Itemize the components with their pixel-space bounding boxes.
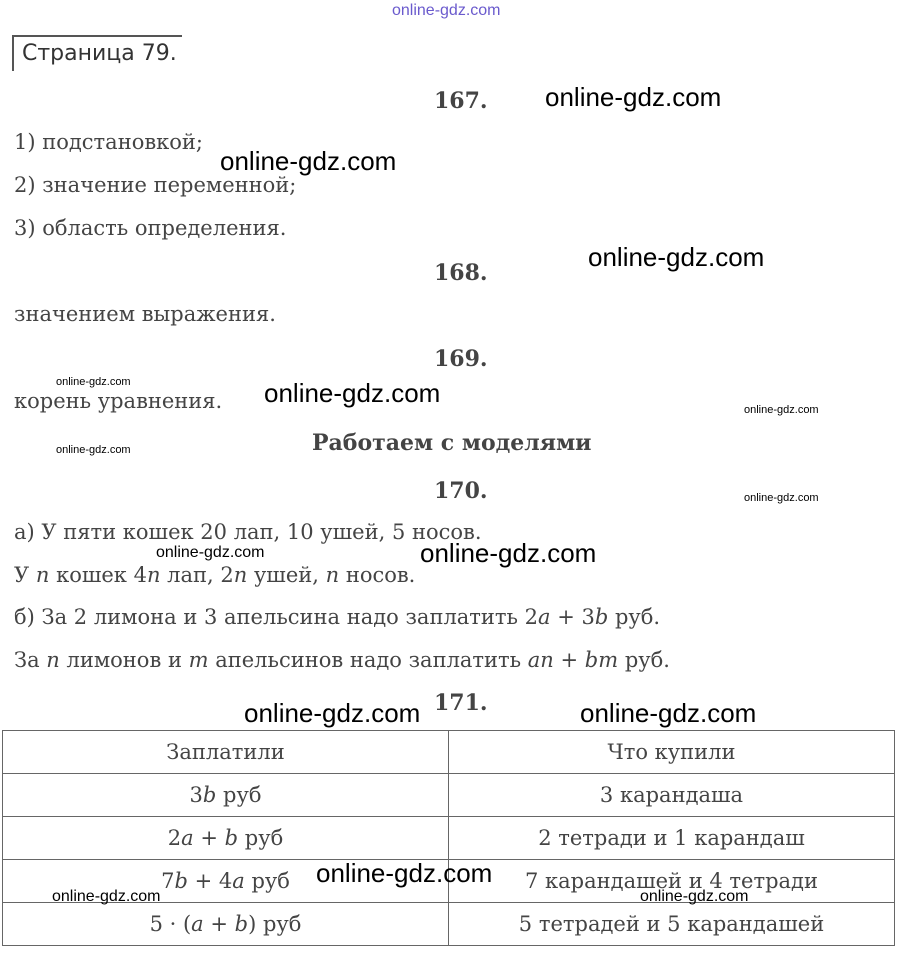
answer-line: За n лимонов и m апельсинов надо заплатить an + bm руб. bbox=[14, 648, 670, 672]
paid-cell: 3b руб bbox=[3, 774, 449, 817]
table-row bbox=[3, 817, 895, 860]
answer-line: а) У пяти кошек 20 лап, 10 ушей, 5 носов. bbox=[14, 520, 482, 544]
watermark-top: online-gdz.com bbox=[392, 2, 501, 19]
watermark-small: online-gdz.com bbox=[640, 888, 749, 905]
exercise-number-168: 168. bbox=[434, 260, 488, 286]
answer-line: У n кошек 4n лап, 2n ушей, n носов. bbox=[14, 563, 416, 587]
watermark-small: online-gdz.com bbox=[52, 888, 161, 905]
table-row bbox=[3, 903, 895, 946]
watermark: online-gdz.com bbox=[420, 538, 597, 568]
bought-cell: 2 тетради и 1 карандаш bbox=[449, 817, 895, 860]
watermark: online-gdz.com bbox=[580, 698, 757, 728]
bought-cell: 7 карандашей и 4 тетради bbox=[449, 860, 895, 903]
exercise-number-167: 167. bbox=[434, 88, 488, 114]
exercise-number-170: 170. bbox=[434, 478, 488, 504]
section-heading: Работаем с моделями bbox=[312, 430, 592, 456]
page-label: Страница 79. bbox=[22, 41, 177, 66]
watermark: online-gdz.com bbox=[244, 698, 421, 728]
answer-table bbox=[2, 730, 895, 946]
paid-cell: 2a + b руб bbox=[3, 817, 449, 860]
answer-line: 3) область определения. bbox=[14, 216, 287, 240]
answer-line: 2) значение переменной; bbox=[14, 173, 297, 197]
answer-line: значением выражения. bbox=[14, 302, 276, 326]
column-header: Что купили bbox=[449, 731, 895, 774]
answer-line: корень уравнения. bbox=[14, 389, 223, 413]
watermark-small: online-gdz.com bbox=[156, 544, 265, 561]
watermark-small: online-gdz.com bbox=[56, 376, 131, 388]
exercise-number-169: 169. bbox=[434, 346, 488, 372]
watermark: online-gdz.com bbox=[588, 242, 765, 272]
paid-cell: 7b + 4a руб bbox=[3, 860, 449, 903]
paid-cell: 5 · (a + b) руб bbox=[3, 903, 449, 946]
table-row bbox=[3, 774, 895, 817]
bought-cell: 3 карандаша bbox=[449, 774, 895, 817]
watermark: online-gdz.com bbox=[316, 858, 493, 888]
exercise-number-171: 171. bbox=[434, 690, 488, 716]
watermark: online-gdz.com bbox=[545, 82, 722, 112]
watermark-small: online-gdz.com bbox=[744, 404, 819, 416]
bought-cell: 5 тетрадей и 5 карандашей bbox=[449, 903, 895, 946]
watermark: online-gdz.com bbox=[264, 378, 441, 408]
column-header: Заплатили bbox=[3, 731, 449, 774]
answer-line: б) За 2 лимона и 3 апельсина надо заплатить 2a + 3b руб. bbox=[14, 605, 661, 629]
table-header-row bbox=[3, 731, 895, 774]
watermark-small: online-gdz.com bbox=[744, 492, 819, 504]
watermark-small: online-gdz.com bbox=[56, 444, 131, 456]
answer-line: 1) подстановкой; bbox=[14, 130, 203, 154]
page-label-box bbox=[12, 35, 182, 71]
watermark: online-gdz.com bbox=[220, 146, 397, 176]
